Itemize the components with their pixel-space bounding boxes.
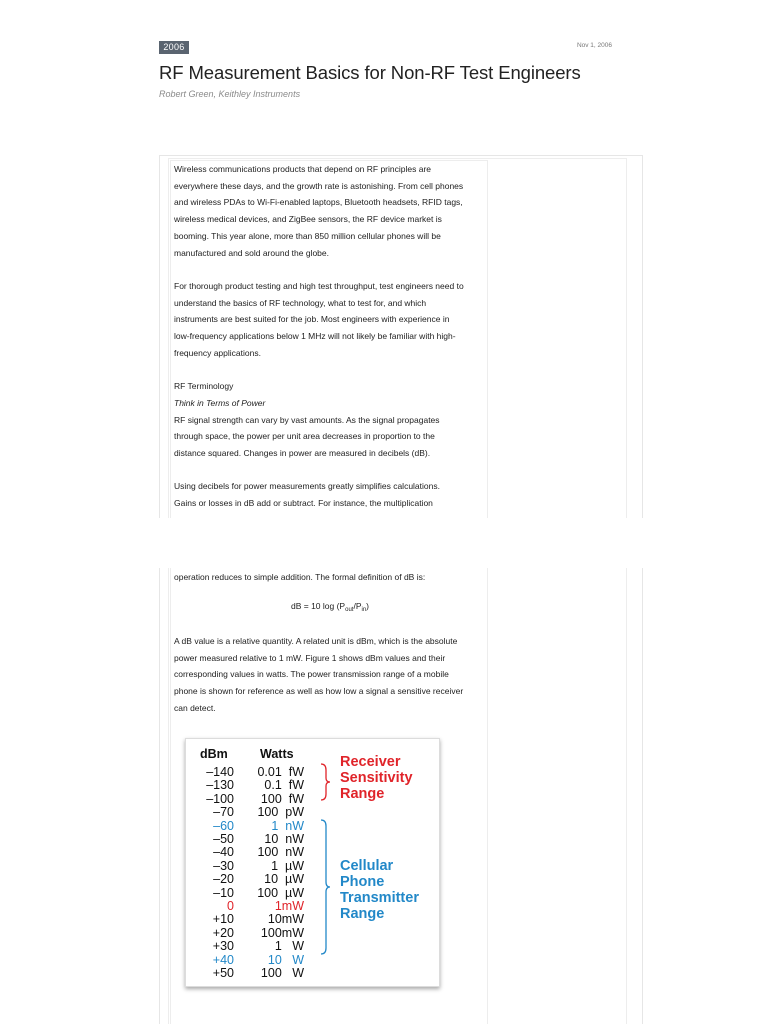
receiver-sensitivity-label: Receiver Sensitivity Range	[340, 754, 413, 802]
watts-value: 10 µW	[264, 872, 304, 887]
dbm-value: +50	[212, 966, 234, 980]
dbm-value: +10	[212, 912, 234, 927]
watts-value: 1 W	[274, 939, 304, 954]
watts-value: 100 fW	[260, 791, 304, 806]
dbm-value: –70	[213, 805, 234, 820]
watts-value: 100 µW	[257, 885, 304, 900]
publish-date: Nov 1, 2006	[576, 42, 612, 49]
transmitter-bracket	[321, 820, 330, 954]
watts-value: 10 W	[267, 952, 304, 967]
dbm-value: –40	[213, 845, 234, 860]
paragraph-testing: For thorough product testing and high test throughput, test engineers need to understand the basics of RF technology, what to test for, and which instruments are best suited for the job. Most engineers with experience in low-frequency applications below 1 MHz will not likely be familiar with high- frequency applications.	[174, 280, 464, 358]
dbm-value: –60	[213, 818, 234, 833]
watts-value: 1 nW	[271, 818, 304, 833]
paragraph-dbm: A dB value is a relative quantity. A related unit is dBm, which is the absolute power measured relative to 1 mW. Figure 1 shows dBm values and their corresponding values in watts. The power transmission range of a mobile phone is shown for reference as well as how low a signal a sensitive receiver can detect.	[174, 636, 464, 713]
article-body-page-1	[174, 161, 486, 512]
watts-value: 0.01 fW	[257, 765, 304, 779]
dbm-value: –100	[206, 791, 234, 806]
dbm-watts-figure	[185, 738, 440, 987]
dbm-value: –30	[213, 858, 234, 873]
dbm-value: +30	[212, 939, 234, 954]
dbm-value: +40	[212, 952, 234, 967]
watts-value: 1mW	[274, 899, 304, 913]
watts-value: 10mW	[267, 912, 304, 927]
column-header-dbm: dBm	[200, 747, 228, 761]
column-header-watts: Watts	[260, 747, 294, 761]
year-badge: 2006	[159, 41, 189, 54]
article-body-page-2	[174, 569, 486, 586]
dbm-value: 0	[227, 899, 234, 913]
section-heading: RF Terminology	[174, 381, 234, 392]
dbm-value: –130	[206, 778, 234, 793]
dbm-value: –10	[213, 885, 234, 900]
section-subheading: Think in Terms of Power	[174, 397, 266, 408]
dbm-value: –50	[213, 832, 234, 846]
watts-value: 100 pW	[257, 805, 304, 820]
author-line: Robert Green, Keithley Instruments	[159, 89, 301, 99]
page-title: RF Measurement Basics for Non-RF Test Engineers	[159, 62, 581, 83]
dbm-value: –140	[206, 765, 234, 779]
cellular-transmitter-label: Cellular Phone Transmitter Range	[340, 858, 419, 922]
paragraph-signal-strength: RF signal strength can vary by vast amounts. As the signal propagates through space, the power per unit area decreases in proportion to the distance squared. Changes in power are measured in decibels (dB).	[174, 414, 440, 458]
watts-value: 0.1 fW	[264, 778, 304, 793]
dbm-value: –20	[213, 872, 234, 887]
db-formula: dB = 10 $\log (P_{out}/P_{in})$	[291, 601, 369, 613]
paragraph-decibels: Using decibels for power measurements greatly simplifies calculations. Gains or losses in dB add or subtract. For instance, the multiplication	[174, 481, 440, 509]
watts-value: 100 nW	[257, 845, 304, 860]
watts-value: 10 nW	[264, 832, 304, 846]
watts-value: 1 µW	[271, 858, 304, 873]
paragraph-continuation: operation reduces to simple addition. The formal definition of dB is:	[174, 572, 426, 582]
dbm-value: +20	[212, 925, 234, 940]
watts-value: 100mW	[260, 925, 304, 940]
watts-value: 100 W	[260, 966, 304, 980]
paragraph-intro: Wireless communications products that depend on RF principles are everywhere these days, and the growth rate is astonishing. From cell phones and wireless PDAs to Wi-Fi-enabled laptops, Bluetooth headsets, RFID tags, wireless medical devices, and ZigBee sensors, the RF device market is booming. This year alone, more than 850 million cellular phones will be manufactured and sold around the globe.	[174, 164, 464, 258]
receiver-bracket	[321, 764, 330, 800]
